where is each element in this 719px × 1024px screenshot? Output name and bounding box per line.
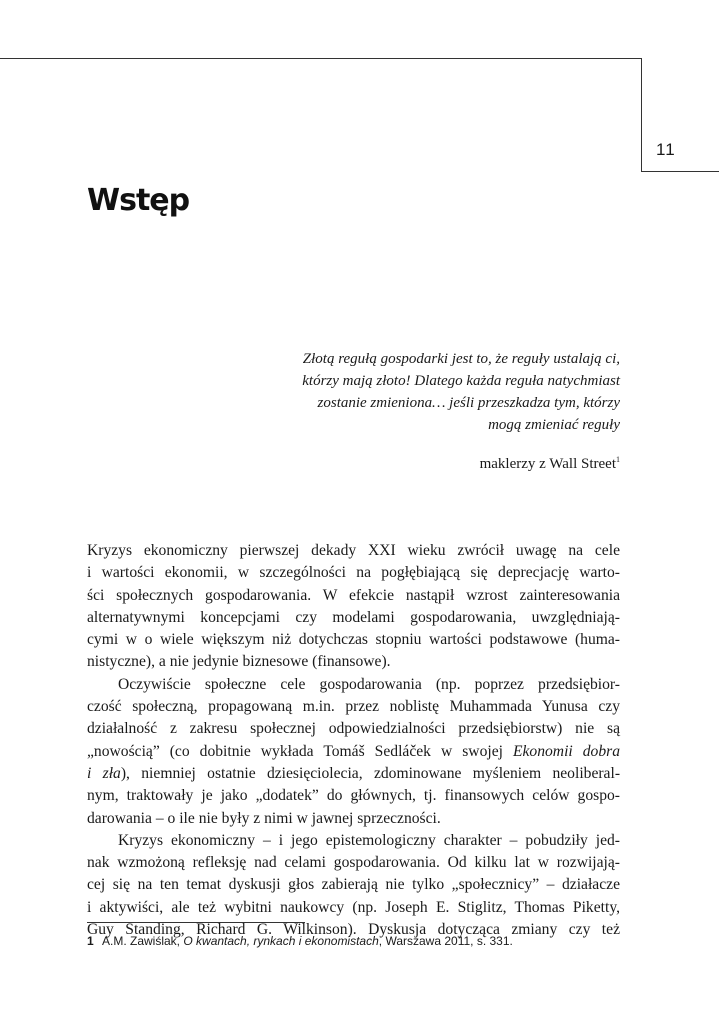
footnote: [87, 934, 647, 948]
header-frame-bottom-rule: [641, 171, 719, 172]
epigraph-line: którzy mają złoto! Dlatego każda reguła natychmiast: [302, 373, 620, 389]
paragraph-line: cej się na ten temat dyskusji głos zabierają nie tylko „społecznicy” – działacze: [87, 876, 620, 894]
header-frame-top-rule: [0, 58, 642, 59]
body-text: [87, 540, 620, 941]
paragraph-line: Kryzys ekonomiczny pierwszej dekady XXI wieku zwrócił uwagę na cele: [87, 542, 620, 559]
paragraph-line: Oczywiście społeczne cele gospodarowania (np. poprzez przedsiębior-: [118, 675, 620, 693]
paragraph-line: alternatywnymi koncepcjami czy modelami gospodarowania, uwzględniają-: [87, 608, 620, 626]
paragraph-line: [87, 763, 620, 785]
paragraph-line: nak wzmożoną refleksję nad celami gospodarowania. Od kilku lat w rozwijają-: [87, 854, 620, 872]
epigraph-line: mogą zmieniać reguły: [488, 417, 620, 433]
paragraph-line: nistyczne), a nie jedynie biznesowe (finansowe).: [87, 653, 391, 671]
footnote-author: A.M. Zawiślak,: [102, 934, 184, 948]
paragraph-line: działalność z zakresu społecznej odpowiedzialności przedsiębiorstw) nie są: [87, 720, 620, 738]
paragraph-line: czość społeczną, propagowaną m.in. przez noblistę Muhammada Yunusa czy: [87, 698, 620, 716]
paragraph-line: [87, 741, 620, 763]
footnote-reference: 1: [616, 455, 620, 464]
epigraph-attribution: [380, 455, 620, 473]
book-title-italic: i zła: [87, 764, 121, 782]
paragraph-line: darowania – o ile nie były z nimi w jawnej sprzeczności.: [87, 809, 441, 827]
page-number: 11: [656, 140, 676, 159]
footnote-separator: [87, 922, 305, 923]
epigraph-line: zostanie zmieniona… jeśli przeszkadza tym, którzy: [317, 395, 620, 411]
paragraph-line: ści społecznych gospodarowania. W efekcie nastąpił wzrost zainteresowania: [87, 586, 620, 604]
paragraph-line: Kryzys ekonomiczny – i jego epistemologiczny charakter – pobudziły jed-: [118, 831, 620, 849]
book-title-italic: Ekonomii dobra: [512, 742, 620, 760]
header-frame-vertical-rule: [641, 58, 642, 172]
line-text: ), niemniej ostatnie dziesięciolecia, zdominowane myśleniem neoliberal-: [120, 764, 621, 782]
paragraph-line: i aktywiści, ale też wybitni naukowcy (np. Joseph E. Stiglitz, Thomas Piketty,: [87, 898, 620, 916]
line-text: „nowością” (co dobitnie wykłada Tomáš Sedláček w swojej: [87, 742, 513, 760]
epigraph-line: Złotą regułą gospodarki jest to, że reguły ustalają ci,: [302, 351, 620, 367]
paragraph-line: cymi w o wiele większym niż dotychczas stopniu wartości podstawowe (huma-: [87, 631, 620, 649]
paragraph-line: Guy Standing, Richard G. Wilkinson). Dyskusja dotycząca zmiany czy też: [87, 921, 620, 939]
epigraph: [262, 348, 620, 436]
footnote-title: O kwantach, rynkach i ekonomistach: [183, 934, 379, 948]
footnote-mark: 1: [87, 934, 94, 948]
paragraph-line: nym, traktowały je jako „dodatek” do głównych, tj. finansowych celów gospo-: [87, 787, 620, 805]
chapter-title: Wstęp: [87, 183, 190, 218]
footnote-rest: , Warszawa 2011, s. 331.: [378, 934, 513, 948]
paragraph-line: i wartości ekonomii, w szczególności na pogłębiającą się deprecjację warto-: [87, 564, 620, 582]
attribution-text: maklerzy z Wall Street: [479, 456, 616, 472]
